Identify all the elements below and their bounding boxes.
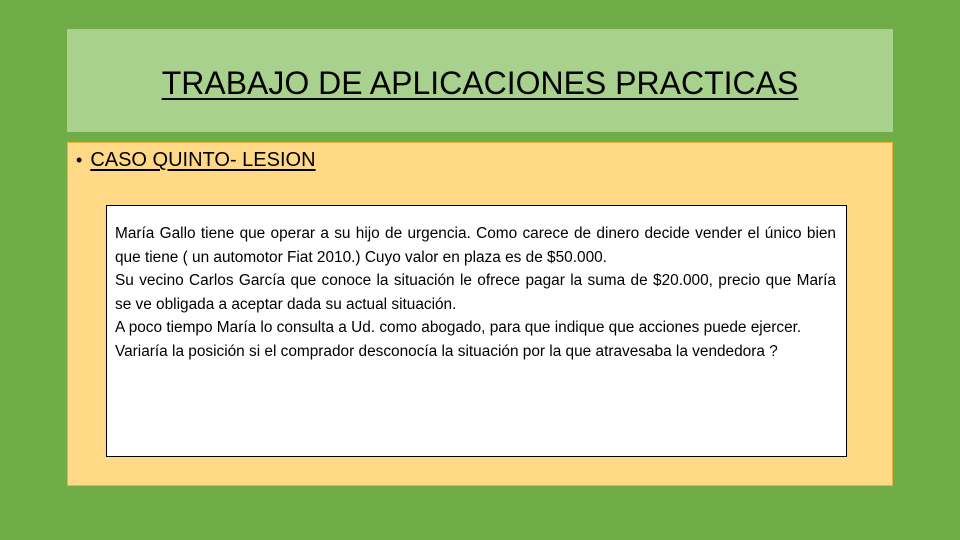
case-paragraph-1: María Gallo tiene que operar a su hijo de urgencia. Como carece de dinero decide vender el único bien que tiene ( un automotor Fiat 2010.) Cuyo valor en plaza es de $50.000. xyxy=(115,225,836,266)
case-paragraph-2: Su vecino Carlos García que conoce la situación le ofrece pagar la suma de $20.000, precio que María se ve obligada a aceptar dada su actual situación. xyxy=(115,272,836,313)
slide-title: TRABAJO DE APLICACIONES PRACTICAS xyxy=(161,65,799,101)
case-label: CASO QUINTO- LESION xyxy=(90,149,316,171)
title-band xyxy=(67,29,893,132)
case-heading xyxy=(76,149,316,172)
case-paragraph-4: Variaría la posición si el comprador desconocía la situación por la que atravesaba la vendedora ? xyxy=(115,342,778,360)
case-text-box xyxy=(106,205,847,457)
case-paragraph-3: A poco tiempo María lo consulta a Ud. como abogado, para que indique que acciones puede ejercer. xyxy=(115,319,802,337)
bullet-icon: • xyxy=(76,150,83,170)
content-panel xyxy=(67,142,893,486)
